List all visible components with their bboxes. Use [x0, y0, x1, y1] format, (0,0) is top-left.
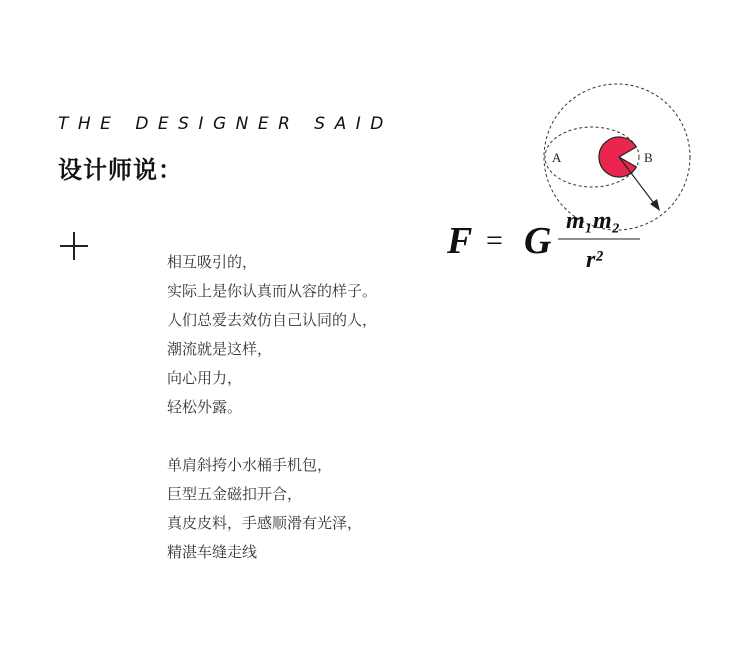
description-line: 精湛车缝走线: [167, 543, 258, 561]
description-line: 潮流就是这样，: [167, 340, 273, 358]
label-b: B: [644, 150, 653, 165]
description-line: 巨型五金磁扣开合，: [167, 485, 303, 503]
eyebrow-text: THE DESIGNER SAID: [58, 114, 393, 134]
gravity-illustration: [440, 80, 700, 280]
description-line: 轻松外露。: [167, 398, 243, 416]
formula-constant: G: [524, 220, 552, 262]
description-line: 相互吸引的，: [167, 253, 258, 271]
formula-equals: =: [486, 224, 503, 257]
paragraph-gap: [167, 422, 377, 451]
formula-denominator: r²: [586, 247, 603, 273]
description-line: 人们总爱去效仿自己认同的人，: [167, 311, 378, 329]
formula-numerator: m₁m₂: [566, 208, 621, 234]
description: [167, 248, 377, 567]
description-line: 单肩斜挎小水桶手机包，: [167, 456, 333, 474]
formula-lhs: F: [447, 220, 473, 262]
page-title: 设计师说：: [58, 156, 183, 184]
description-line: 真皮皮料，手感顺滑有光泽，: [167, 514, 363, 532]
planet-icon: [599, 137, 636, 177]
label-a: A: [552, 150, 562, 165]
plus-icon: [60, 232, 88, 260]
description-line: 向心用力，: [167, 369, 243, 387]
description-line: 实际上是你认真而从容的样子。: [167, 282, 378, 300]
